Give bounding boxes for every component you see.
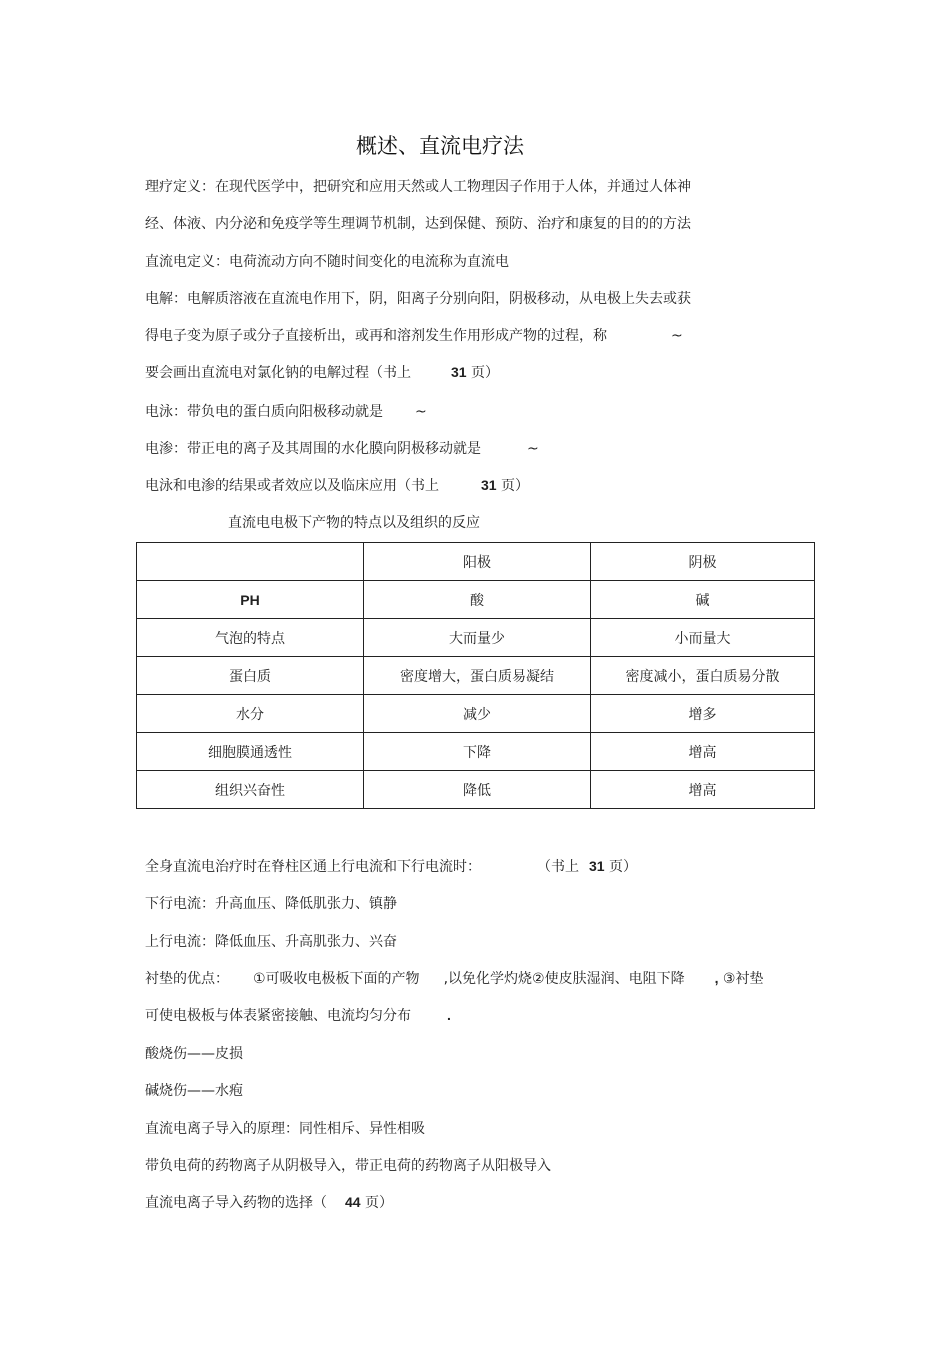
alkali-burn: 碱烧伤——水疱 (145, 1083, 243, 1099)
draw-note (145, 362, 499, 382)
table-caption: 直流电电极下产物的特点以及组织的反应 (228, 515, 480, 531)
spine-current-text: 全身直流电治疗时在脊柱区通上行电流和下行电流时： (145, 859, 481, 875)
ion-principle: 直流电离子导入的原理：同性相斥、异性相吸 (145, 1121, 425, 1137)
pad-advantage-1: ①可吸收电极板下面的产物 (253, 971, 420, 987)
page-title: 概述、直流电疗法 (356, 134, 524, 158)
table-row (137, 619, 815, 657)
anode-cell: 密度增大，蛋白质易凝结 (364, 657, 591, 695)
pad-period: . (447, 1007, 451, 1023)
electrolysis-line2-text: 得电子变为原子或分子直接析出，或再和溶剂发生作用形成产物的过程，称 (145, 328, 607, 344)
table-row (137, 657, 815, 695)
electrolysis-tilde: ~ (671, 328, 683, 344)
electroosmosis-text: 电渗：带正电的离子及其周围的水化膜向阴极移动就是 (145, 441, 481, 457)
cathode-cell: 增高 (591, 733, 815, 771)
physio-def-line2: 经、体液、内分泌和免疫学等生理调节机制，达到保健、预防、治疗和康复的目的的方法 (145, 216, 691, 232)
draw-note-page: 31 (451, 364, 467, 380)
pad-advantage-2: ,以免化学灼烧②使皮肤湿润、电阻下降 (443, 971, 685, 987)
cathode-cell: 小而量大 (591, 619, 815, 657)
cathode-cell: 增高 (591, 771, 815, 809)
electrophoresis (145, 401, 427, 421)
header-cell-anode: 阳极 (364, 543, 591, 581)
anode-cell: 降低 (364, 771, 591, 809)
row-label: 蛋白质 (137, 657, 364, 695)
cathode-cell: 碱 (591, 581, 815, 619)
drug-choice-note (145, 1192, 393, 1212)
anode-cell: 大而量少 (364, 619, 591, 657)
physio-def-line1: 理疗定义：在现代医学中，把研究和应用天然或人工物理因子作用于人体，并通过人体神 (145, 179, 691, 195)
ion-direction: 带负电荷的药物离子从阴极导入，带正电荷的药物离子从阳极导入 (145, 1158, 551, 1174)
pad-advantage-3-cont: 可使电极板与体表紧密接触、电流均匀分布 (145, 1008, 411, 1024)
spine-current-suffix: 页） (609, 859, 638, 875)
row-label: 水分 (137, 695, 364, 733)
row-label: 细胞膜通透性 (137, 733, 364, 771)
draw-note-text: 要会画出直流电对氯化钠的电解过程（书上 (145, 365, 411, 381)
down-current: 下行电流：升高血压、降低肌张力、镇静 (145, 896, 397, 912)
table-row (137, 771, 815, 809)
pad-advantages-line1 (145, 968, 763, 988)
electrolysis-line2 (145, 325, 683, 345)
electrophoresis-text: 电泳：带负电的蛋白质向阳极移动就是 (145, 404, 383, 420)
effects-note-text: 电泳和电渗的结果或者效应以及临床应用（书上 (145, 478, 439, 494)
effects-note-page: 31 (481, 477, 497, 493)
pad-comma: , (714, 970, 719, 986)
electroosmosis (145, 438, 539, 458)
header-cell-cathode: 阴极 (591, 543, 815, 581)
row-label: 气泡的特点 (137, 619, 364, 657)
pad-advantage-3: ③衬垫 (722, 971, 764, 987)
acid-burn: 酸烧伤——皮损 (145, 1046, 243, 1062)
table-row (137, 733, 815, 771)
anode-cell: 下降 (364, 733, 591, 771)
row-label: PH (137, 581, 364, 619)
pad-advantages-line2 (145, 1005, 451, 1025)
anode-cell: 减少 (364, 695, 591, 733)
dc-definition: 直流电定义：电荷流动方向不随时间变化的电流称为直流电 (145, 254, 509, 270)
spine-current-note (145, 856, 637, 876)
anode-cell: 酸 (364, 581, 591, 619)
draw-note-suffix: 页） (471, 365, 500, 381)
table-header-row (137, 543, 815, 581)
header-cell-empty (137, 543, 364, 581)
effects-note (145, 475, 529, 495)
up-current: 上行电流：降低血压、升高肌张力、兴奋 (145, 934, 397, 950)
electrolysis-line1: 电解：电解质溶液在直流电作用下，阴，阳离子分别向阳，阴极移动，从电极上失去或获 (145, 291, 691, 307)
electrophoresis-tilde: ~ (415, 404, 427, 420)
spine-current-page: 31 (589, 858, 605, 874)
pad-label: 衬垫的优点： (145, 971, 229, 987)
cathode-cell: 增多 (591, 695, 815, 733)
electrode-products-table (136, 542, 815, 809)
drug-choice-suffix: 页） (365, 1195, 394, 1211)
spine-current-ref: （书上 (537, 859, 579, 875)
table-row (137, 581, 815, 619)
row-label: 组织兴奋性 (137, 771, 364, 809)
electroosmosis-tilde: ~ (527, 441, 539, 457)
cathode-cell: 密度减小，蛋白质易分散 (591, 657, 815, 695)
table-row (137, 695, 815, 733)
drug-choice-page: 44 (345, 1194, 361, 1210)
drug-choice-text: 直流电离子导入药物的选择（ (145, 1195, 327, 1211)
effects-note-suffix: 页） (501, 478, 530, 494)
